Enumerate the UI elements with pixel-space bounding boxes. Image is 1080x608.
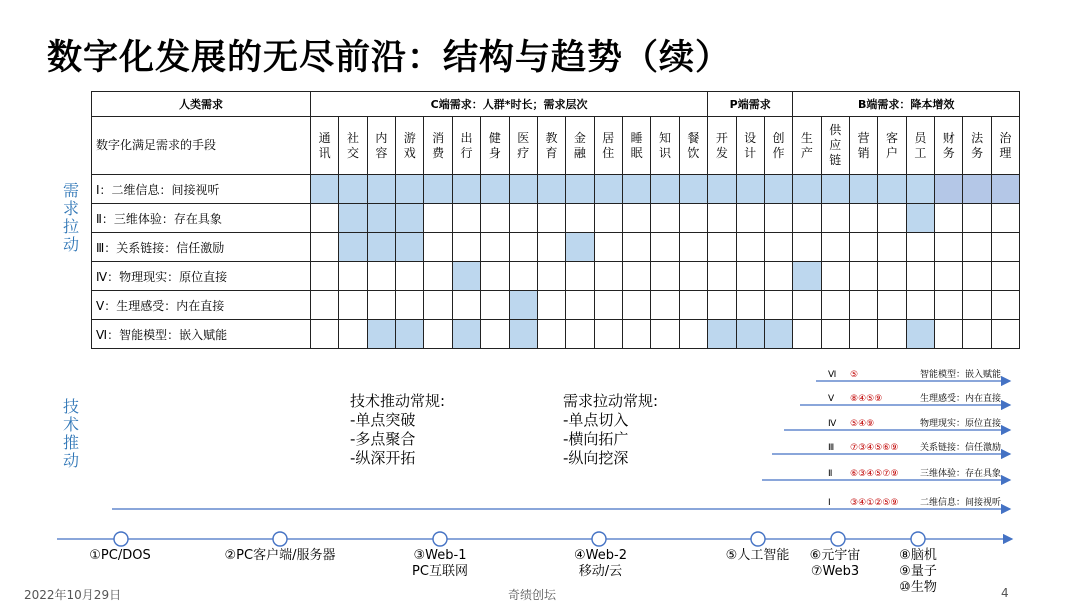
arrow-roman: Ⅴ <box>828 394 835 404</box>
column-header-22: 财 务 <box>935 117 963 175</box>
column-header-5: 出 行 <box>452 117 480 175</box>
column-header-7: 医 疗 <box>509 117 537 175</box>
timeline-node <box>273 532 287 546</box>
column-header-23: 法 务 <box>963 117 991 175</box>
arrow-text: 物理现实：原位直接 <box>920 419 1002 429</box>
arrow-roman: Ⅳ <box>828 419 837 429</box>
column-header-15: 设 计 <box>736 117 764 175</box>
column-header-16: 创 作 <box>764 117 792 175</box>
group-header-1: C端需求：人群*时长；需求层次 <box>311 92 708 117</box>
column-header-13: 餐 饮 <box>679 117 707 175</box>
corner-label: 数字化满足需求的手段 <box>92 117 311 175</box>
row-label: Ⅵ：智能模型：嵌入赋能 <box>92 320 311 349</box>
column-header-4: 消 费 <box>424 117 452 175</box>
column-header-24: 治 理 <box>991 117 1019 175</box>
arrow-codes: ⑤④⑨ <box>850 419 875 429</box>
timeline-node <box>831 532 845 546</box>
arrow-text: 生理感受：内在直接 <box>920 394 1002 404</box>
row-label: Ⅰ：二维信息：间接视听 <box>92 175 311 204</box>
footer-page-number: 4 <box>1001 586 1009 600</box>
arrow-roman: Ⅱ <box>828 469 833 479</box>
column-header-19: 营 销 <box>849 117 877 175</box>
arrow-text: 关系链接：信任激励 <box>920 443 1002 453</box>
column-header-18: 供 应 链 <box>821 117 849 175</box>
demand-pull-side-label: 需求拉动 <box>62 181 79 254</box>
column-header-21: 员 工 <box>906 117 934 175</box>
trend-arrow-label <box>828 440 1001 453</box>
column-header-9: 金 融 <box>566 117 594 175</box>
arrow-roman: Ⅰ <box>828 498 831 508</box>
arrow-codes: ⑧④⑤⑨ <box>850 394 883 404</box>
footer-date: 2022年10月29日 <box>24 588 122 602</box>
timeline-label: ④Web-2 移动/云 <box>574 548 627 579</box>
timeline-label: ⑤人工智能 <box>725 548 790 563</box>
timeline-node <box>592 532 606 546</box>
demand-pull-notes: 需求拉动常规: -单点切入 -横向拓广 -纵向挖深 <box>563 392 659 467</box>
arrow-codes: ⑦③④⑤⑥⑨ <box>850 443 899 453</box>
column-header-17: 生 产 <box>793 117 821 175</box>
column-header-0: 通 讯 <box>311 117 339 175</box>
column-header-10: 居 住 <box>594 117 622 175</box>
timeline-node <box>114 532 128 546</box>
timeline-label: ①PC/DOS <box>89 548 151 563</box>
column-header-20: 客 户 <box>878 117 906 175</box>
trend-arrow-label <box>828 416 1001 429</box>
row-label: Ⅱ：三维体验：存在具象 <box>92 204 311 233</box>
arrow-text: 二维信息：间接视听 <box>920 498 1002 508</box>
row-label: Ⅲ：关系链接：信任激励 <box>92 233 311 262</box>
page-title: 数字化发展的无尽前沿：结构与趋势（续） <box>47 38 732 78</box>
arrow-codes: ⑤ <box>850 370 859 380</box>
timeline-node <box>433 532 447 546</box>
group-header-2: P端需求 <box>708 92 793 117</box>
trend-arrow-label <box>828 495 1001 508</box>
arrow-roman: Ⅵ <box>828 370 837 380</box>
timeline-label: ③Web-1 PC互联网 <box>412 548 468 579</box>
row-label: Ⅳ：物理现实：原位直接 <box>92 262 311 291</box>
timeline-label: ②PC客户端/服务器 <box>224 548 336 563</box>
timeline-label: ⑥元宇宙 ⑦Web3 <box>809 548 861 579</box>
column-header-12: 知 识 <box>651 117 679 175</box>
column-header-2: 内 容 <box>367 117 395 175</box>
arrow-codes: ③④①②⑤⑨ <box>850 498 899 508</box>
column-header-3: 游 戏 <box>396 117 424 175</box>
column-header-11: 睡 眠 <box>622 117 650 175</box>
column-header-14: 开 发 <box>708 117 736 175</box>
trend-arrow-label <box>828 391 1001 404</box>
arrow-text: 智能模型：嵌入赋能 <box>920 370 1002 380</box>
trend-arrow-label <box>828 466 1001 479</box>
arrow-roman: Ⅲ <box>828 443 835 453</box>
timeline-node <box>751 532 765 546</box>
timeline-label: ⑧脑机 ⑨量子 ⑩生物 <box>899 548 937 595</box>
column-header-1: 社 交 <box>339 117 367 175</box>
column-header-8: 教 育 <box>537 117 565 175</box>
row-label: Ⅴ：生理感受：内在直接 <box>92 291 311 320</box>
tech-push-notes: 技术推动常规: -单点突破 -多点聚合 -纵深开拓 <box>350 392 446 467</box>
tech-push-side-label: 技术推动 <box>62 397 79 470</box>
trend-arrow-label <box>828 367 1001 380</box>
timeline-node <box>911 532 925 546</box>
group-header-3: B端需求：降本增效 <box>793 92 1020 117</box>
arrow-text: 三维体验：存在具象 <box>920 469 1002 479</box>
column-header-6: 健 身 <box>481 117 509 175</box>
footer-center: 奇绩创坛 <box>508 588 557 602</box>
arrow-codes: ⑥③④⑤⑦⑨ <box>850 469 899 479</box>
group-header-0: 人类需求 <box>92 92 311 117</box>
